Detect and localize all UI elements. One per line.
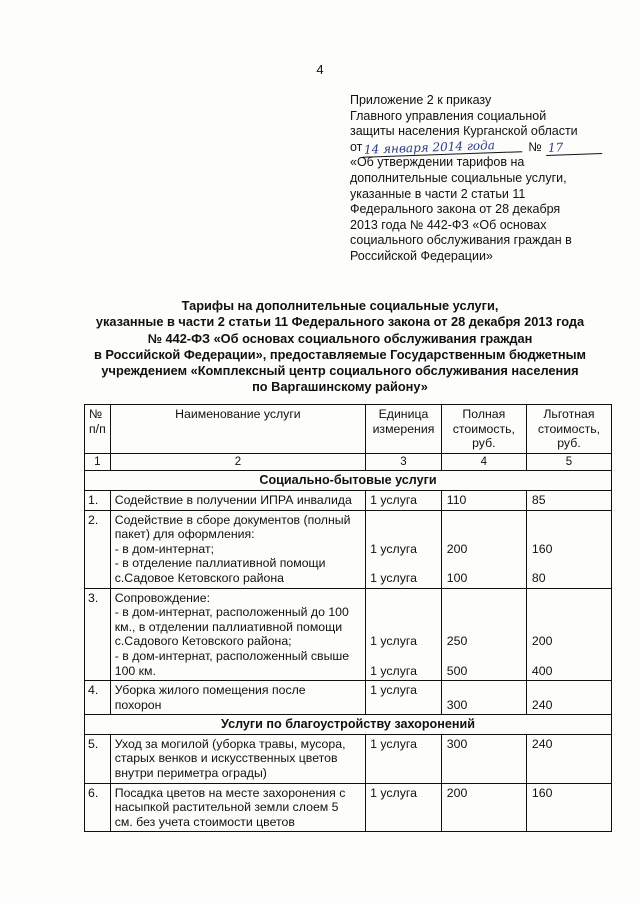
table-row (85, 490, 612, 510)
full-price: 200 (441, 783, 526, 832)
full-price: 200 100 (441, 510, 526, 588)
appendix-block (350, 93, 610, 265)
row-number: 3. (85, 588, 111, 681)
appendix-subject-line: «Об утверждении тарифов на (350, 155, 525, 170)
number-prefix: № (528, 139, 542, 154)
header-num: № п/п (85, 405, 111, 454)
service-unit: 1 услуга (366, 734, 442, 783)
order-date-number-line (350, 140, 610, 156)
header-unit: Единица измерения (366, 405, 442, 454)
title-line: по Варгашинскому району» (252, 379, 428, 395)
service-unit: 1 услуга (366, 681, 442, 715)
discount-price: 240 (526, 734, 611, 783)
full-price: 110 (441, 490, 526, 510)
discount-price: 240 (526, 681, 611, 715)
column-number-row (85, 453, 612, 471)
section-row (85, 471, 612, 491)
handwritten-number: 17 (546, 140, 602, 156)
table-row (85, 510, 612, 588)
header-discount-price: Льготная стоимость, руб. (526, 405, 611, 454)
table-row (85, 734, 612, 783)
table-row (85, 588, 612, 681)
column-number: 4 (441, 453, 526, 471)
handwritten-date: 14 января 2014 года (362, 139, 522, 159)
service-name: Уборка жилого помещения после похорон (110, 681, 365, 715)
row-number: 1. (85, 490, 111, 510)
column-number: 3 (366, 453, 442, 471)
appendix-subject-line: дополнительные социальные услуги, (350, 170, 567, 185)
service-unit: 1 услуга (366, 490, 442, 510)
appendix-subject-line: социального обслуживания граждан в (350, 233, 572, 248)
row-number: 6. (85, 783, 111, 832)
appendix-line: защиты населения Курганской области (350, 124, 578, 139)
row-number: 4. (85, 681, 111, 715)
service-unit: 1 услуга 1 услуга (366, 510, 442, 588)
service-name: Содействие в получении ИПРА инвалида (110, 490, 365, 510)
date-prefix: от (350, 139, 363, 154)
service-name: Посадка цветов на месте захоронения с насыпкой растительной земли слоем 5 см. без учета стоимости цветов (110, 783, 365, 832)
title-line: Тарифы на дополнительные социальные услуги, (181, 298, 499, 313)
discount-price: 160 (526, 783, 611, 832)
tariffs-table (84, 404, 612, 832)
row-number: 2. (85, 510, 111, 588)
table-header-row (85, 405, 612, 454)
column-number: 2 (110, 453, 365, 471)
service-name: Содействие в сборе документов (полный пакет) для оформления: - в дом-интернат; - в отделение паллиативной помощи с.Садовое Кетовского района (110, 510, 365, 588)
appendix-subject-line: Российской Федерации» (350, 248, 493, 263)
section-title: Социально-бытовые услуги (85, 471, 612, 491)
appendix-subject-line: 2013 года № 442-ФЗ «Об основах (350, 217, 547, 232)
section-title: Услуги по благоустройству захоронений (85, 715, 612, 735)
title-line: указанные в части 2 статьи 11 Федерального закона от 28 декабря 2013 года (95, 314, 585, 330)
full-price: 250 500 (441, 588, 526, 681)
document-title (80, 298, 600, 396)
appendix-line: Главного управления социальной (350, 108, 547, 123)
column-number: 1 (85, 453, 111, 471)
service-name: Уход за могилой (уборка травы, мусора, старых венков и искусственных цветов внутри периметра ограды) (110, 734, 365, 783)
title-line: учреждением «Комплексный центр социального обслуживания населения (101, 363, 579, 379)
page-number: 4 (316, 62, 324, 77)
table-row (85, 681, 612, 715)
appendix-subject-line: указанные в части 2 статьи 11 (350, 186, 526, 201)
appendix-subject-line: Федерального закона от 28 декабря (350, 202, 561, 217)
title-line: в Российской Федерации», предоставляемые Государственным бюджетным (93, 346, 586, 362)
header-full-price: Полная стоимость, руб. (441, 405, 526, 454)
section-row (85, 715, 612, 735)
table-row (85, 783, 612, 832)
column-number: 5 (526, 453, 611, 471)
discount-price: 85 (526, 490, 611, 510)
full-price: 300 (441, 681, 526, 715)
appendix-line: Приложение 2 к приказу (350, 93, 492, 107)
service-unit: 1 услуга 1 услуга (366, 588, 442, 681)
header-service-name: Наименование услуги (110, 405, 365, 454)
row-number: 5. (85, 734, 111, 783)
title-line: № 442-ФЗ «Об основах социального обслуживания граждан (147, 330, 533, 346)
discount-price: 200 400 (526, 588, 611, 681)
full-price: 300 (441, 734, 526, 783)
discount-price: 160 80 (526, 510, 611, 588)
service-unit: 1 услуга (366, 783, 442, 832)
service-name: Сопровождение: - в дом-интернат, расположенный до 100 км., в отделении паллиативной помощи с.Садового Кетовского района; - в дом-интернат, расположенный свыше 100 км. (110, 588, 365, 681)
